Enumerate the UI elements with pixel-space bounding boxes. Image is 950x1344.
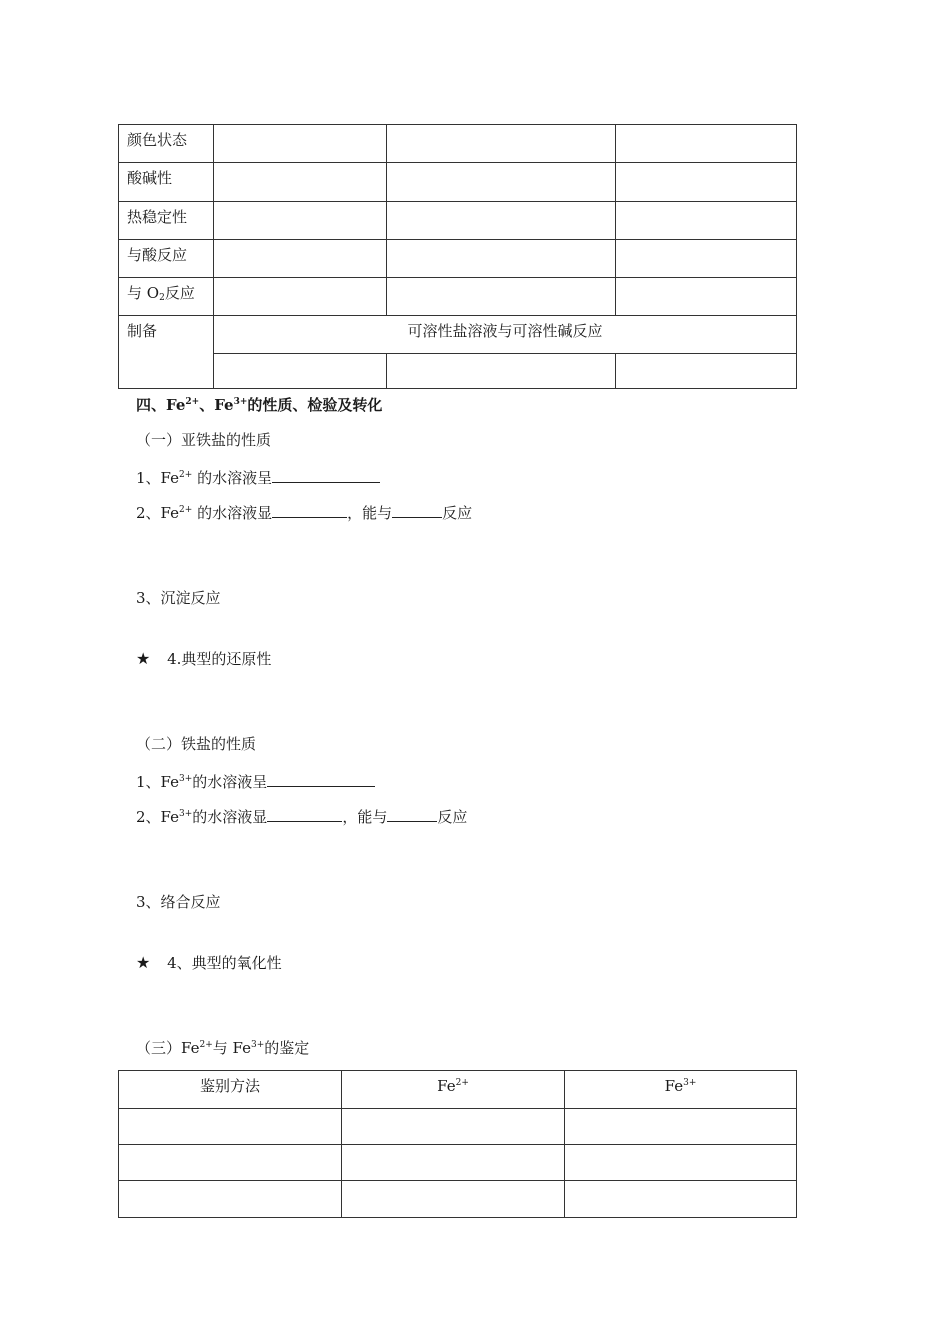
answer-blank[interactable] xyxy=(272,466,380,483)
merged-cell: 可溶性盐溶液与可溶性碱反应 xyxy=(214,316,797,354)
subsection-heading: （一）亚铁盐的性质 xyxy=(136,431,272,449)
table-cell[interactable] xyxy=(214,125,387,163)
table-cell[interactable] xyxy=(616,125,797,163)
section-title: 四、$Fe^{2+}$、$Fe^{3+}$的性质、检验及转化 xyxy=(136,396,383,414)
row-label: 与 $O_2$反应 xyxy=(119,278,214,316)
table-cell[interactable] xyxy=(616,202,797,240)
table-row xyxy=(119,163,797,202)
answer-blank[interactable] xyxy=(267,770,375,787)
row-label: 制备 xyxy=(119,316,214,389)
table-cell[interactable] xyxy=(119,1109,342,1145)
answer-blank[interactable] xyxy=(267,805,342,822)
table-cell[interactable] xyxy=(214,202,387,240)
list-item: 3、沉淀反应 xyxy=(136,589,221,607)
table-cell[interactable] xyxy=(616,354,797,389)
table-row xyxy=(119,125,797,163)
list-item: 2、$Fe^{3+}$的水溶液显 ，能与 反应 xyxy=(136,805,467,827)
answer-blank[interactable] xyxy=(272,501,347,518)
row-label: 与酸反应 xyxy=(119,240,214,278)
table-cell[interactable] xyxy=(214,240,387,278)
table-cell[interactable] xyxy=(387,125,616,163)
table-row xyxy=(119,1109,797,1145)
table-cell[interactable] xyxy=(616,163,797,202)
table-cell[interactable] xyxy=(616,278,797,316)
list-item: ★ 4.典型的还原性 xyxy=(136,649,272,668)
list-item: 1、$Fe^{3+}$的水溶液呈 xyxy=(136,770,375,792)
table-row xyxy=(119,1145,797,1181)
table-row xyxy=(119,354,797,389)
table-cell[interactable] xyxy=(616,240,797,278)
table-row xyxy=(119,202,797,240)
star-icon: ★ xyxy=(136,649,151,668)
table-cell[interactable] xyxy=(119,1145,342,1181)
table-cell[interactable] xyxy=(214,354,387,389)
table-cell[interactable] xyxy=(342,1145,565,1181)
table-row xyxy=(119,240,797,278)
row-label: 酸碱性 xyxy=(119,163,214,202)
table-cell[interactable] xyxy=(565,1109,797,1145)
table-cell[interactable] xyxy=(387,240,616,278)
properties-table xyxy=(118,124,797,389)
table-cell[interactable] xyxy=(387,163,616,202)
table-cell[interactable] xyxy=(565,1145,797,1181)
table-cell[interactable] xyxy=(342,1109,565,1145)
list-item: 2、$Fe^{2+}$ 的水溶液显 ，能与 反应 xyxy=(136,501,472,523)
table-cell[interactable] xyxy=(565,1181,797,1218)
row-label: 颜色状态 xyxy=(119,125,214,163)
column-header: 鉴别方法 xyxy=(119,1071,342,1109)
table-cell[interactable] xyxy=(387,202,616,240)
list-item: 3、络合反应 xyxy=(136,893,221,911)
identification-table xyxy=(118,1070,797,1218)
table-row xyxy=(119,278,797,316)
column-header: $Fe^{2+}$ xyxy=(342,1071,565,1109)
answer-blank[interactable] xyxy=(392,501,442,518)
star-icon: ★ xyxy=(136,953,151,972)
answer-blank[interactable] xyxy=(387,805,437,822)
table-cell[interactable] xyxy=(387,354,616,389)
table-row xyxy=(119,316,797,354)
table-cell[interactable] xyxy=(214,163,387,202)
column-header: $Fe^{3+}$ xyxy=(565,1071,797,1109)
table-row xyxy=(119,1181,797,1218)
row-label: 热稳定性 xyxy=(119,202,214,240)
table-cell[interactable] xyxy=(214,278,387,316)
subsection-heading: （三）$Fe^{2+}$与 $Fe^{3+}$的鉴定 xyxy=(136,1039,310,1057)
table-cell[interactable] xyxy=(119,1181,342,1218)
list-item: ★ 4、典型的氧化性 xyxy=(136,953,282,972)
table-cell[interactable] xyxy=(387,278,616,316)
table-cell[interactable] xyxy=(342,1181,565,1218)
list-item: 1、$Fe^{2+}$ 的水溶液呈 xyxy=(136,466,380,488)
table-header-row xyxy=(119,1071,797,1109)
subsection-heading: （二）铁盐的性质 xyxy=(136,735,257,753)
